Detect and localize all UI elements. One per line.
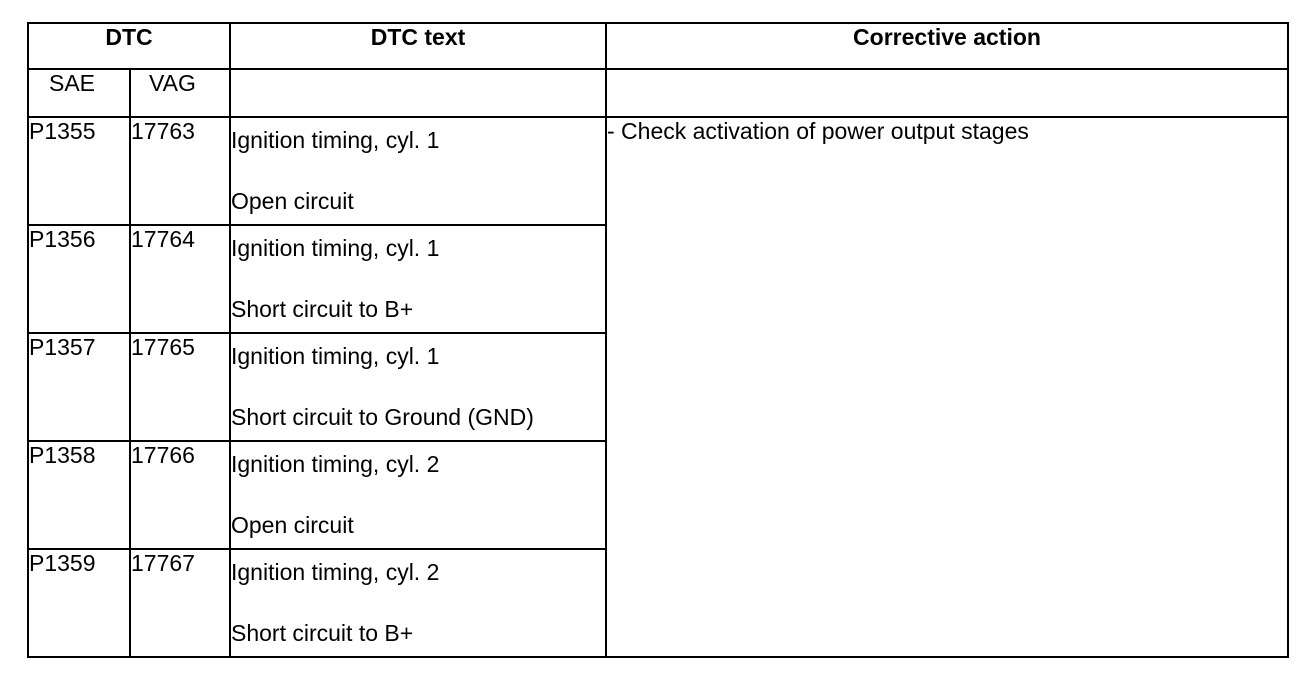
- subheader-row: [28, 69, 1288, 117]
- dtc-text-cell: [230, 225, 606, 333]
- sae-code: P1355: [28, 117, 130, 225]
- dtc-text-cell: [230, 333, 606, 441]
- sae-code: P1359: [28, 549, 130, 657]
- table-row: [28, 117, 1288, 225]
- vag-code: 17765: [130, 333, 230, 441]
- header-row: [28, 23, 1288, 69]
- dtc-text-cell: [230, 117, 606, 225]
- header-dtc: DTC: [28, 23, 230, 69]
- dtc-text-line1: Ignition timing, cyl. 2: [231, 451, 440, 477]
- sae-code: P1357: [28, 333, 130, 441]
- dtc-text-line2: Short circuit to B+: [231, 296, 414, 322]
- corrective-action-cell: - Check activation of power output stages: [606, 117, 1288, 657]
- dtc-text-cell: [230, 441, 606, 549]
- vag-code: 17767: [130, 549, 230, 657]
- header-dtc-text: DTC text: [230, 23, 606, 69]
- sae-code: P1356: [28, 225, 130, 333]
- header-corrective-action: Corrective action: [606, 23, 1288, 69]
- dtc-text-line1: Ignition timing, cyl. 1: [231, 235, 440, 261]
- subheader-empty-action: [606, 69, 1288, 117]
- dtc-text-line2: Short circuit to Ground (GND): [231, 404, 534, 430]
- dtc-text-line2: Short circuit to B+: [231, 620, 414, 646]
- vag-code: 17763: [130, 117, 230, 225]
- subheader-sae: SAE: [28, 69, 130, 117]
- sae-code: P1358: [28, 441, 130, 549]
- dtc-text-line2: Open circuit: [231, 188, 354, 214]
- subheader-empty-text: [230, 69, 606, 117]
- subheader-vag: VAG: [130, 69, 230, 117]
- dtc-text-line2: Open circuit: [231, 512, 354, 538]
- dtc-text-cell: [230, 549, 606, 657]
- dtc-table: [27, 22, 1289, 658]
- vag-code: 17764: [130, 225, 230, 333]
- vag-code: 17766: [130, 441, 230, 549]
- dtc-text-line1: Ignition timing, cyl. 2: [231, 559, 440, 585]
- dtc-text-line1: Ignition timing, cyl. 1: [231, 127, 440, 153]
- dtc-text-line1: Ignition timing, cyl. 1: [231, 343, 440, 369]
